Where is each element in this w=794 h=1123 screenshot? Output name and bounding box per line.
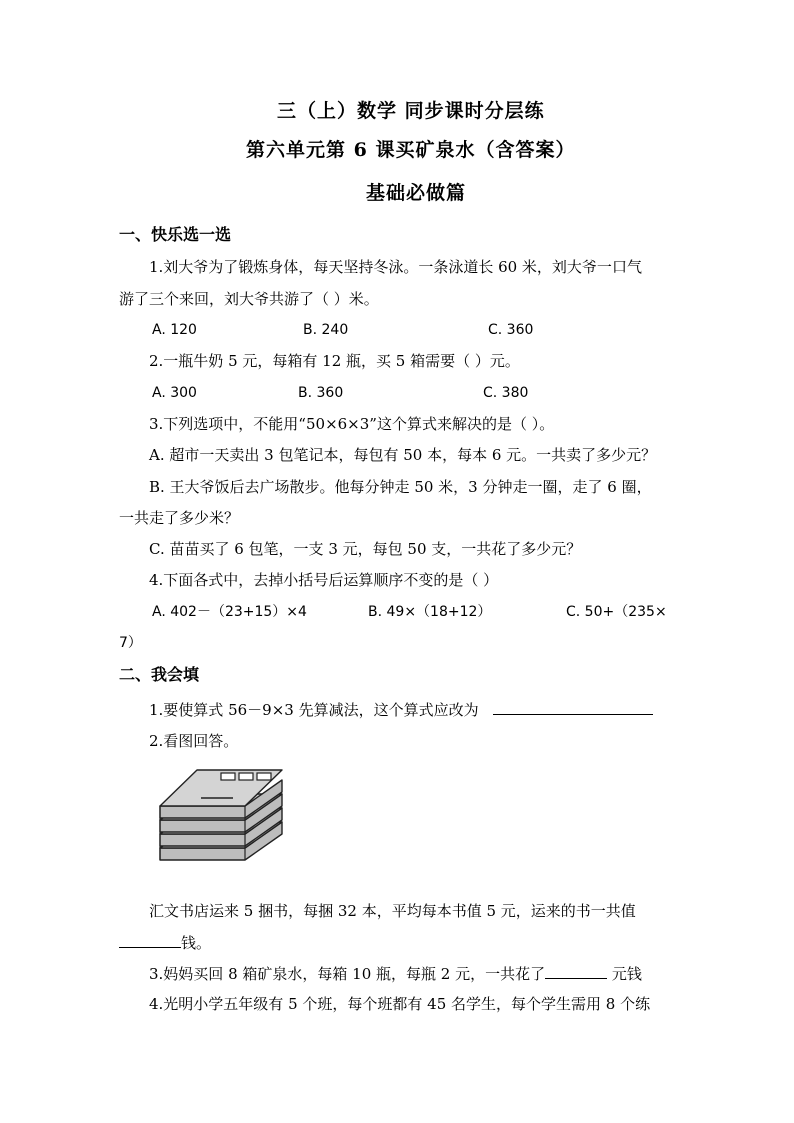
q4-option-c-continued: 7） [119, 635, 142, 651]
section-1-heading: 一、快乐选一选 [119, 225, 232, 244]
fill-q3-suffix: 元钱 [607, 965, 642, 983]
q1-line2: 游了三个来回，刘大爷共游了（ ）米。 [119, 290, 379, 308]
fill-q1-text: 1.要使算式 56－9×3 先算减法，这个算式应改为 [149, 701, 479, 719]
fill-q2-answer-blank[interactable] [119, 933, 181, 948]
q3-option-a: A. 超市一天卖出 3 包笔记本，每包有 50 本，每本 6 元。一共卖了多少元？ [149, 446, 657, 464]
q2-option-b: B. 360 [298, 385, 344, 401]
fill-q1 [149, 700, 653, 719]
q3-option-b-line1: B. 王大爷饭后去广场散步。他每分钟走 50 米，3 分钟走一圈，走了 6 圈， [149, 478, 652, 496]
fill-q4: 4.光明小学五年级有 5 个班，每个班都有 45 名学生，每个学生需用 8 个练 [149, 995, 651, 1013]
fill-q3 [149, 964, 642, 983]
fill-q2-suffix: 钱。 [181, 934, 212, 952]
fill-q2-text-line1: 汇文书店运来 5 捆书，每捆 32 本，平均每本书值 5 元，运来的书一共值 [149, 902, 636, 920]
q4-option-a: A. 402－（23+15）×4 [152, 604, 307, 620]
fill-q2: 2.看图回答。 [149, 732, 239, 750]
q2-option-c: C. 380 [483, 385, 529, 401]
stack-of-books-illustration [155, 762, 290, 870]
fill-q3-answer-blank[interactable] [545, 964, 607, 979]
q3-option-b-line2: 一共走了多少米？ [119, 509, 240, 527]
fill-q2-text-line2 [119, 933, 211, 952]
q2-option-a: A. 300 [152, 385, 197, 401]
q4-option-c: C. 50+（235× [566, 604, 667, 620]
q1-option-a: A. 120 [152, 322, 197, 338]
section-2-heading: 二、我会填 [119, 665, 200, 684]
q3-line1: 3.下列选项中，不能用“50×6×3”这个算式来解决的是（ ）。 [149, 415, 555, 433]
q4-line1: 4.下面各式中，去掉小括号后运算顺序不变的是（ ） [149, 571, 499, 589]
page-title: 三（上）数学 同步课时分层练 [277, 100, 545, 122]
section-level-title: 基础必做篇 [366, 182, 467, 204]
q1-option-c: C. 360 [488, 322, 534, 338]
fill-q3-text: 3.妈妈买回 8 箱矿泉水，每箱 10 瓶，每瓶 2 元，一共花了 [149, 965, 546, 983]
q1-option-b: B. 240 [303, 322, 349, 338]
q4-option-b: B. 49×（18+12） [368, 604, 492, 620]
page-subtitle: 第六单元第 6 课买矿泉水（含答案） [246, 139, 576, 161]
q3-option-c: C. 苗苗买了 6 包笔，一支 3 元，每包 50 支，一共花了多少元？ [149, 540, 582, 558]
q2-line1: 2.一瓶牛奶 5 元，每箱有 12 瓶，买 5 箱需要（ ）元。 [149, 352, 520, 370]
q1-line1: 1.刘大爷为了锻炼身体，每天坚持冬泳。一条泳道长 60 米，刘大爷一口气 [149, 258, 642, 276]
fill-q1-answer-blank[interactable] [493, 700, 653, 715]
